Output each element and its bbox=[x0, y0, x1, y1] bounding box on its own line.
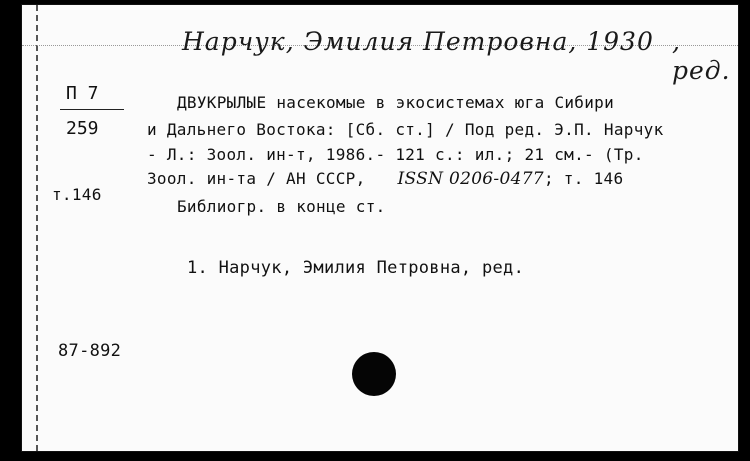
body-line-4-series: Зоол. ин-та / АН СССР, bbox=[147, 169, 366, 188]
body-line-3: - Л.: Зоол. ин-т, 1986.- 121 с.: ил.; 21 см.- (Тр. bbox=[147, 145, 644, 164]
card-number: 87-892 bbox=[58, 341, 122, 361]
left-margin-line bbox=[36, 5, 38, 451]
volume-mark: т.146 bbox=[52, 185, 102, 204]
body-line-2: и Дальнего Востока: [Сб. ст.] / Под ред. Э.П. Нарчук bbox=[147, 120, 664, 139]
body-line-4-volume: ; т. 146 bbox=[543, 169, 624, 188]
punch-hole bbox=[352, 352, 396, 396]
body-line-1: ДВУКРЫЛЫЕ насекомые в экосистемах юга Сибири bbox=[177, 93, 615, 112]
issn-handwritten: ISSN 0206-0477 bbox=[397, 169, 544, 189]
shelf-mark-line2: 259 bbox=[66, 118, 99, 139]
catalog-card bbox=[21, 4, 739, 452]
body-line-4 bbox=[147, 169, 623, 189]
shelf-mark-rule bbox=[60, 109, 124, 110]
handwritten-author: Нарчук, Эмилия Петровна, 1930 bbox=[182, 27, 654, 56]
shelf-mark-line1: П 7 bbox=[66, 83, 99, 104]
body-line-5: Библиогр. в конце ст. bbox=[177, 197, 386, 216]
added-entry: 1. Нарчук, Эмилия Петровна, ред. bbox=[187, 258, 525, 278]
handwritten-role: , ред. bbox=[672, 27, 731, 85]
